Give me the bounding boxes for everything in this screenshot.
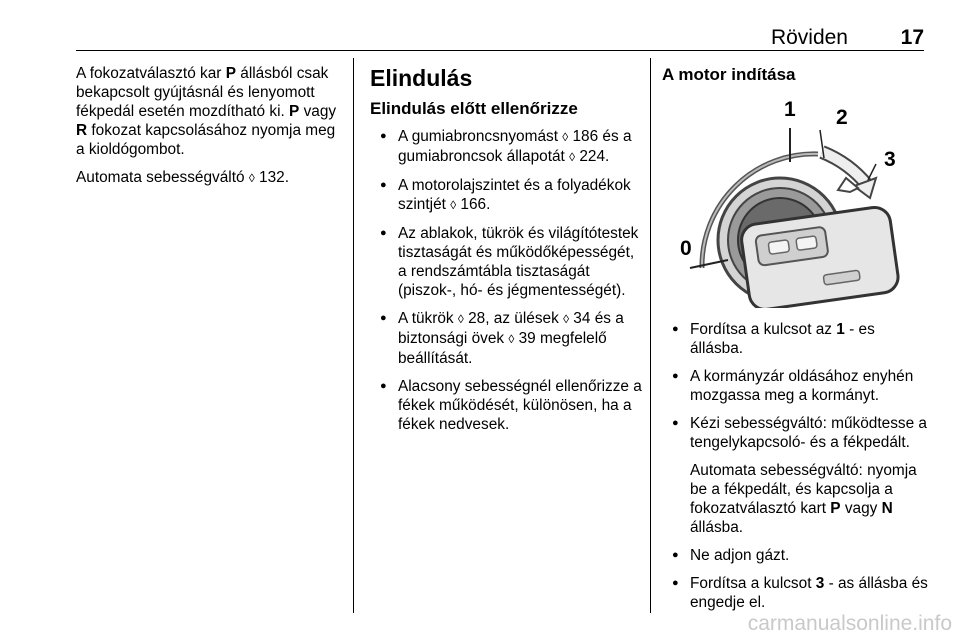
section-title: Röviden bbox=[770, 26, 848, 49]
column-left bbox=[76, 64, 346, 197]
reference-icon: ◊ bbox=[562, 130, 569, 144]
list-item: ● Fordítsa a kulcsot az 1 - es állásba. bbox=[662, 320, 930, 358]
subheading-checks: Elindulás előtt ellenőrizze bbox=[370, 99, 578, 118]
list-item: ● A kormányzár oldásához enyhén mozgassa meg a kormányt. bbox=[662, 367, 930, 405]
column-divider-2 bbox=[650, 58, 651, 613]
column-right bbox=[662, 64, 930, 93]
list-item: ● Alacsony sebességnél ellenőrizze a fékek működését, különösen, ha a fékek nedvesek. bbox=[370, 377, 645, 434]
checklist bbox=[370, 127, 645, 434]
page-number: 17 bbox=[900, 26, 924, 49]
header-divider bbox=[76, 50, 924, 51]
list-item: ● Az ablakok, tükrök és világítótestek tisztaságát és működőképességét, a rendszámtábla tisztaságát (piszok-, hó- és jégmentességét). bbox=[370, 224, 645, 300]
list-item: ● Ne adjon gázt. bbox=[662, 546, 930, 565]
heading-starting-off: Elindulás bbox=[370, 65, 473, 91]
ignition-key-figure bbox=[662, 98, 926, 308]
list-item: ● Kézi sebességváltó: működtesse a tengelykapcsoló- és a fékpedált. Automata sebességváltó: nyomja be a fékpedált, és kapcsolja a fokozatválasztó kart P vagy N állásba. bbox=[662, 414, 930, 537]
reference-icon: ◊ bbox=[563, 312, 570, 326]
start-steps bbox=[662, 320, 930, 612]
list-item: ● Fordítsa a kulcsot 3 - as állásba és engedje el. bbox=[662, 574, 930, 612]
column-middle bbox=[370, 64, 645, 443]
reference-icon: ◊ bbox=[508, 332, 515, 346]
paragraph-gear-selector: A fokozatválasztó kar P állásból csak bekapcsolt gyújtásnál és lenyomott fékpedál esetén mozdítható ki. P vagy R fokozat kapcsolásához nyomja meg a kioldógombot. bbox=[76, 65, 337, 158]
paragraph-automatic-ref: Automata sebességváltó ◊ 132. bbox=[76, 169, 290, 186]
ignition-key-illustration bbox=[662, 98, 926, 308]
position-label-3: 3 bbox=[884, 148, 896, 171]
position-label-1: 1 bbox=[784, 98, 796, 121]
watermark: carmanualsonline.info bbox=[747, 612, 952, 635]
column-right-list bbox=[662, 320, 930, 621]
reference-icon: ◊ bbox=[569, 150, 576, 164]
reference-icon: ◊ bbox=[248, 171, 255, 185]
reference-icon: ◊ bbox=[457, 312, 464, 326]
list-item: ● A gumiabroncsnyomást ◊ 186 és a gumiabroncsok állapotát ◊ 224. bbox=[370, 127, 645, 167]
position-label-0: 0 bbox=[680, 237, 692, 260]
reference-icon: ◊ bbox=[450, 198, 457, 212]
page-header bbox=[76, 26, 924, 50]
position-label-2: 2 bbox=[836, 106, 848, 129]
list-item: ● A tükrök ◊ 28, az ülések ◊ 34 és a biztonsági övek ◊ 39 megfelelő beállítását. bbox=[370, 309, 645, 368]
heading-engine-start: A motor indítása bbox=[662, 65, 796, 84]
column-divider-1 bbox=[353, 58, 354, 613]
list-item: ● A motorolajszintet és a folyadékok szintjét ◊ 166. bbox=[370, 176, 645, 215]
